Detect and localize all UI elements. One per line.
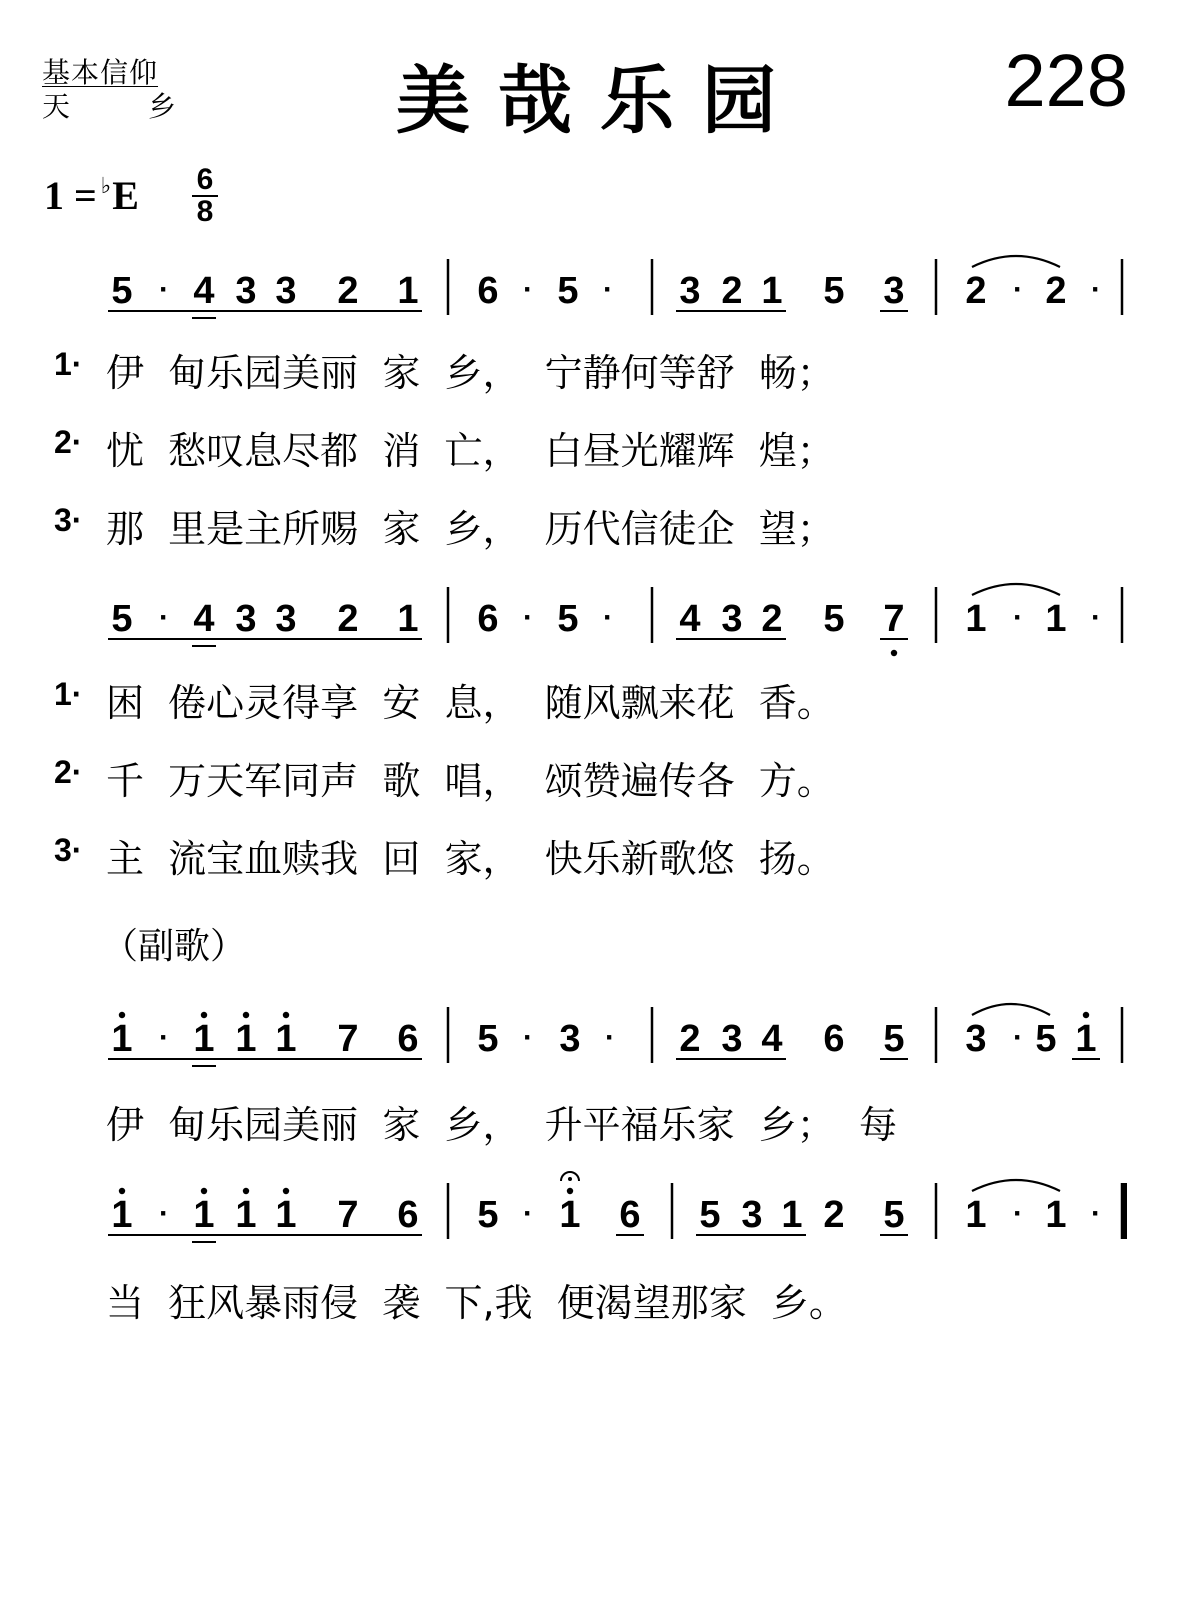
note: 4	[193, 270, 215, 312]
note: 5	[883, 1018, 905, 1060]
verse-row	[0, 672, 1200, 725]
verse-number: 3·	[54, 502, 83, 538]
note: 4	[761, 1018, 783, 1060]
flat-sign: ♭	[100, 173, 112, 198]
note: 6	[823, 1018, 845, 1060]
note: 7	[883, 598, 905, 640]
tie-arc	[972, 1180, 1060, 1191]
refrain-row	[0, 1272, 1200, 1325]
high-octave-dot	[283, 1188, 289, 1194]
note: 3	[235, 270, 257, 312]
verse-row	[0, 342, 1200, 395]
augmentation-dot: ·	[1091, 1197, 1101, 1230]
time-signature-bottom: 8	[196, 195, 214, 228]
augmentation-dot: ·	[603, 601, 613, 634]
augmentation-dot: ·	[1013, 1197, 1023, 1230]
low-octave-dot	[891, 650, 897, 656]
fermata	[561, 1172, 579, 1181]
note: 3	[679, 270, 701, 312]
note: 1	[1075, 1018, 1097, 1060]
note: 5	[823, 598, 845, 640]
lyric-line: 那 里是主所赐 家 乡， 历代信徒企 望；	[106, 507, 835, 551]
verse-row	[0, 750, 1200, 803]
note: 5	[111, 270, 133, 312]
note: 1	[397, 270, 419, 312]
high-octave-dot	[119, 1188, 125, 1194]
lyric-line: 困 倦心灵得享 安 息， 随风飘来花 香。	[106, 681, 835, 725]
augmentation-dot: ·	[159, 1021, 169, 1054]
note: 5	[883, 1194, 905, 1236]
high-octave-dot	[119, 1012, 125, 1018]
note: 2	[823, 1194, 845, 1236]
system-3	[108, 1004, 1122, 1066]
system-4	[108, 1172, 1124, 1242]
note: 5	[111, 598, 133, 640]
lyric-line: 伊 甸乐园美丽 家 乡， 升平福乐家 乡； 每	[106, 1103, 897, 1147]
note: 5	[699, 1194, 721, 1236]
note: 3	[721, 598, 743, 640]
note: 5	[477, 1194, 499, 1236]
note: 1	[235, 1194, 257, 1236]
note: 1	[761, 270, 783, 312]
hymn-title: 美哉乐园	[396, 58, 804, 144]
system-1	[108, 256, 1122, 318]
note: 3	[235, 598, 257, 640]
note: 1	[111, 1194, 133, 1236]
note: 2	[679, 1018, 701, 1060]
note: 2	[721, 270, 743, 312]
note: 2	[337, 598, 359, 640]
note: 7	[337, 1194, 359, 1236]
verse-number: 2·	[54, 754, 83, 790]
tie-arc	[972, 1004, 1050, 1015]
high-octave-dot	[201, 1188, 207, 1194]
note: 2	[1045, 270, 1067, 312]
note: 6	[397, 1194, 419, 1236]
note: 2	[965, 270, 987, 312]
note: 1	[965, 1194, 987, 1236]
augmentation-dot: ·	[159, 601, 169, 634]
augmentation-dot: ·	[1091, 273, 1101, 306]
note: 3	[559, 1018, 581, 1060]
note: 6	[397, 1018, 419, 1060]
note: 5	[557, 598, 579, 640]
category-line-1: 基本信仰	[42, 56, 159, 89]
note: 1	[275, 1194, 297, 1236]
note: 6	[477, 270, 499, 312]
augmentation-dot: ·	[523, 1197, 533, 1230]
lyric-line: 忧 愁叹息尽都 消 亡， 白昼光耀辉 煌；	[106, 429, 835, 473]
note: 1	[235, 1018, 257, 1060]
time-signature-top: 6	[196, 163, 214, 196]
note: 5	[557, 270, 579, 312]
note: 3	[741, 1194, 763, 1236]
note: 5	[1035, 1018, 1057, 1060]
lyric-line: 千 万天军同声 歌 唱， 颂赞遍传各 方。	[106, 759, 835, 803]
verse-number: 2·	[54, 424, 83, 460]
augmentation-dot: ·	[523, 601, 533, 634]
augmentation-dot: ·	[1013, 1021, 1023, 1054]
verse-number: 1·	[54, 346, 83, 382]
tie-arc	[972, 584, 1060, 595]
note: 3	[965, 1018, 987, 1060]
note: 1	[965, 598, 987, 640]
note: 6	[477, 598, 499, 640]
note: 1	[559, 1194, 581, 1236]
verse-row	[0, 420, 1200, 473]
note: 4	[193, 598, 215, 640]
note: 3	[883, 270, 905, 312]
verse-row	[0, 498, 1200, 551]
augmentation-dot: ·	[603, 273, 613, 306]
augmentation-dot: ·	[159, 1197, 169, 1230]
high-octave-dot	[283, 1012, 289, 1018]
augmentation-dot: ·	[159, 273, 169, 306]
augmentation-dot: ·	[605, 1021, 615, 1054]
refrain-row	[0, 1094, 1200, 1147]
note: 5	[823, 270, 845, 312]
key-prefix: 1 =	[44, 173, 97, 218]
verse-number: 1·	[54, 676, 83, 712]
lyric-line: 当 狂风暴雨侵 袭 下,我 便渴望那家 乡。	[106, 1281, 847, 1325]
note: 7	[337, 1018, 359, 1060]
note: 5	[477, 1018, 499, 1060]
note: 6	[619, 1194, 641, 1236]
augmentation-dot: ·	[1013, 273, 1023, 306]
high-octave-dot	[1083, 1012, 1089, 1018]
note: 2	[337, 270, 359, 312]
category-line-2-b: 乡	[147, 90, 176, 123]
high-octave-dot	[201, 1012, 207, 1018]
augmentation-dot: ·	[1091, 601, 1101, 634]
high-octave-dot	[243, 1188, 249, 1194]
augmentation-dot: ·	[1013, 601, 1023, 634]
refrain-label: （副歌）	[102, 926, 247, 967]
lyric-line: 主 流宝血赎我 回 家， 快乐新歌悠 扬。	[106, 837, 835, 881]
note: 1	[193, 1018, 215, 1060]
note: 3	[721, 1018, 743, 1060]
time-signature	[192, 163, 218, 228]
key-name: E	[112, 173, 139, 218]
note: 1	[781, 1194, 803, 1236]
fermata-dot	[568, 1177, 572, 1181]
note: 1	[1045, 598, 1067, 640]
high-octave-dot	[567, 1188, 573, 1194]
system-2	[108, 584, 1122, 656]
lyric-line: 伊 甸乐园美丽 家 乡， 宁静何等舒 畅；	[106, 351, 835, 395]
category-line-2-a: 天	[42, 90, 71, 123]
note: 4	[679, 598, 701, 640]
augmentation-dot: ·	[523, 1021, 533, 1054]
note: 3	[275, 598, 297, 640]
augmentation-dot: ·	[523, 273, 533, 306]
note: 1	[111, 1018, 133, 1060]
note: 1	[397, 598, 419, 640]
hymn-number: 228	[1004, 39, 1128, 122]
note: 1	[275, 1018, 297, 1060]
note: 2	[761, 598, 783, 640]
verse-row	[0, 828, 1200, 881]
note: 3	[275, 270, 297, 312]
verse-number: 3·	[54, 832, 83, 868]
tie-arc	[972, 256, 1060, 267]
high-octave-dot	[243, 1012, 249, 1018]
note: 1	[1045, 1194, 1067, 1236]
key-signature	[44, 172, 139, 219]
note: 1	[193, 1194, 215, 1236]
